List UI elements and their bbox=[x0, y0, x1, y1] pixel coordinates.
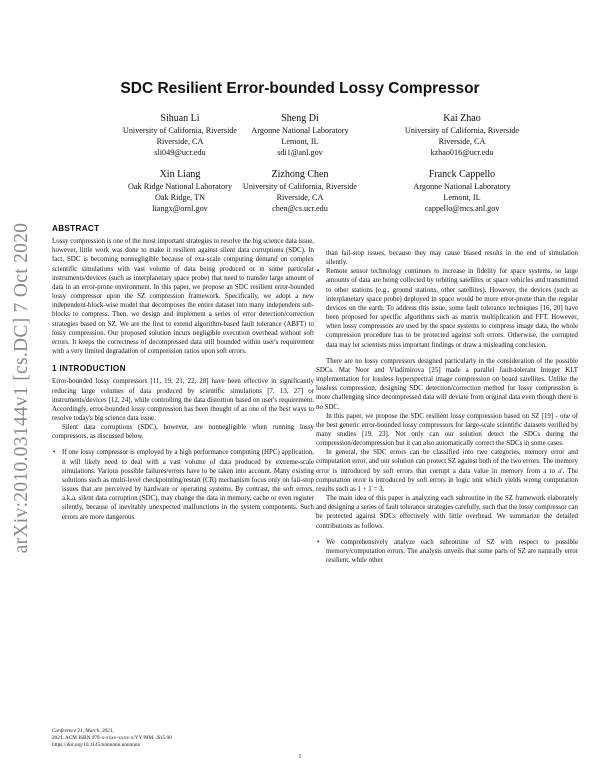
body-paragraph: In general, the SDC errors can be classified into two categories, memory error and computation error, and our solution can protect SZ against both of the two errors. The memory error is introduced by soft errors that corrupt a data value in memory from a to a'. The computation error is introduced by soft errors in logic unit which yields wrong computation results such as 1 + 1 = 3. bbox=[316, 449, 578, 493]
author-location: Riverside, CA bbox=[276, 193, 324, 202]
footnote-conference: Conference'21, March, 2021, bbox=[52, 728, 114, 734]
author-affiliation: University of California, Riverside bbox=[404, 126, 520, 135]
intro-paragraph: Silent data corruptions (SDC), however, are nonnegligible when running lossy compressors, as discussed below. bbox=[52, 424, 314, 441]
intro-paragraph: Error-bounded lossy compressors [11, 19, 21, 22, 28] have been effective in significantly reducing large volumes of data produced by scientific simulations [7, 13, 27] or instruments/devices [12, 24], while controlling the data distortion based on user's requirement. Accordingly, error-bounded lossy compression has been thought of as one of the best ways to resolve today's big science data issue. bbox=[52, 378, 314, 422]
author-block bbox=[212, 168, 388, 214]
author-location: Riverside, CA bbox=[156, 137, 204, 146]
author-affiliation: Argonne National Laboratory bbox=[251, 126, 349, 135]
abstract-heading: ABSTRACT bbox=[52, 224, 100, 233]
author-email[interactable]: liangx@ornl.gov bbox=[152, 204, 208, 213]
paper-title: SDC Resilient Error-bounded Lossy Compressor bbox=[120, 80, 480, 97]
author-name: Sheng Di bbox=[281, 113, 319, 124]
page-number: 1 bbox=[298, 754, 302, 760]
left-column bbox=[52, 224, 314, 522]
author-location: Oak Ridge, TN bbox=[154, 193, 206, 202]
arxiv-sidebar bbox=[10, 188, 34, 588]
author-block bbox=[374, 112, 550, 158]
author-block bbox=[212, 112, 388, 158]
body-paragraph: In this paper, we propose the SDC resilient lossy compression based on SZ [19] - one of the best generic error-bounded lossy compressors for large-scale scientific datasets verified by many studies [19, 23]. Not only can our solution detect the SDCs during the compression/decompression but it can also automatically correct the SDCs in some cases. bbox=[316, 412, 578, 448]
author-affiliation: University of California, Riverside bbox=[242, 182, 358, 191]
author-location: Lemont, IL bbox=[443, 193, 481, 202]
author-email[interactable]: kzhao016@ucr.edu bbox=[430, 148, 494, 157]
bullet-item: • If one lossy compressor is employed by a high performance computing (HPC) application, it will likely need to deal with a vast volume of data produced by extreme-scale simulations. Various possible failures/errors have to be taken into account. Many existing solutions such as multi-level checkpointing/restart (CR) mechanism focus only on fail-stop issues that are perceived by hardware or operating systems. By contrast, the soft errors, a.k.a. silent data corruption (SDC), may change the data in memory, cache or even register silently, because of inevitably unexpected malfunctions in the system components. Such errors are more dangerous bbox=[52, 448, 314, 521]
right-column bbox=[316, 249, 578, 565]
author-name: Zizhong Chen bbox=[271, 169, 329, 180]
author-affiliation: Oak Ridge National Laboratory bbox=[128, 182, 232, 191]
body-paragraph: The main idea of this paper is analyzing each subroutine in the SZ framework elaborately and designing a series of fault tolerance strategies carefully, such that the lossy compressor can be protected against SDCs effectively with little overhead. We summarize the detailed contributions as follows. bbox=[316, 495, 578, 530]
author-email[interactable]: sdi1@anl.gov bbox=[277, 148, 323, 157]
author-block bbox=[374, 168, 550, 214]
author-name: Xin Liang bbox=[159, 169, 201, 180]
author-name: Sihuan Li bbox=[160, 113, 200, 124]
bullet-item: • We comprehensively analyze each subroutine of SZ with respect to possible memory/computation errors. The analysis unveils that some parts of SZ are naturally error resilient, while other bbox=[316, 538, 578, 565]
author-email[interactable]: sli049@ucr.edu bbox=[154, 148, 206, 157]
bullet-continuation: than fail-stop issues, because they may cause biased results in the end of simulation silently. bbox=[326, 250, 578, 267]
author-name: Franck Cappello bbox=[428, 169, 496, 180]
author-email[interactable]: chen@cs.ucr.edu bbox=[272, 204, 328, 213]
arxiv-identifier: arXiv:2010.03144v1 [cs.DC] 7 Oct 2020 bbox=[11, 222, 32, 554]
introduction-heading: 1 INTRODUCTION bbox=[52, 364, 126, 374]
footnote-doi[interactable]: https://doi.org/10.1145/nnnnnnn.nnnnnnn bbox=[52, 742, 141, 748]
footnote bbox=[52, 728, 314, 749]
author-email[interactable]: cappello@mcs.anl.gov bbox=[424, 204, 500, 213]
body-paragraph: There are no lossy compressors designed particularly in the consideration of the possible SDCs. Mat Noor and Vladimirova [25] made a parallel fault-tolerant Integer KLT implementation for lossless hyperspectral image compression on board satellites. Unlike the lossless compression, designing SDC detection/correction method for lossy compression is more challenging since decompressed data will deviate from original data even though there is no SDC. bbox=[316, 357, 578, 411]
author-name: Kai Zhao bbox=[443, 113, 481, 124]
bullet-item: • Remote sensor technology continues to increase in fidelity for space systems, so large amounts of data are being collected by orbiting satellites or space vehicles and transmitted to other stations (e.g., ground stations, other satellites). However, the devices (such as interplanetary space probe) deployed in space would be more error-prone than the regular devices on the earth. To address this issue, some fault tolerance techniques [16, 20] have been proposed for specific algorithms such as matrix multiplication and FFT. However, when lossy compressors are used by the space systems to compress image data, the whole compression procedure has to be protected against soft errors. Otherwise, the corrupted data may let scientists miss important findings or draw a misleading conclusion. bbox=[316, 267, 578, 349]
author-location: Riverside, CA bbox=[438, 137, 486, 146]
footnote-copyright: 2021. ACM ISBN 978-x-xxxx-xxxx-x/YY/MM...$15.00 bbox=[52, 735, 172, 741]
abstract-text: Lossy compression is one of the most important strategies to resolve the big science data issue, however, little work was done to make it resilient against silent data corruptions (SDC). In fact, SDC is becoming nonnegligible because of exa-scale computing demand on complex scientific simulations with vast volume of data being produced or in some particular instruments/devices (such as interplanetary space probe) that need to transfer large amount of data in an error-prone environment. In this paper, we propose an SDC resilient error-bounded lossy compressor upon the SZ compression framework. Specifically, we adopt a new independent-block-wise model that decomposes the entire dataset into many independent sub-blocks to compress. Then, we design and implement a series of error detection/correction strategies based on SZ. We are the first to extend algorithm-based fault tolerance (ABFT) to lossy compression. Our proposed solution incurs negligible execution overhead without soft errors. It keeps the correctness of decompressed data still bounded within user's requirement with a very limited degradation of compression ratios upon soft errors. bbox=[52, 238, 314, 356]
author-location: Lemont, IL bbox=[281, 137, 319, 146]
author-affiliation: University of California, Riverside bbox=[122, 126, 238, 135]
author-affiliation: Argonne National Laboratory bbox=[413, 182, 511, 191]
